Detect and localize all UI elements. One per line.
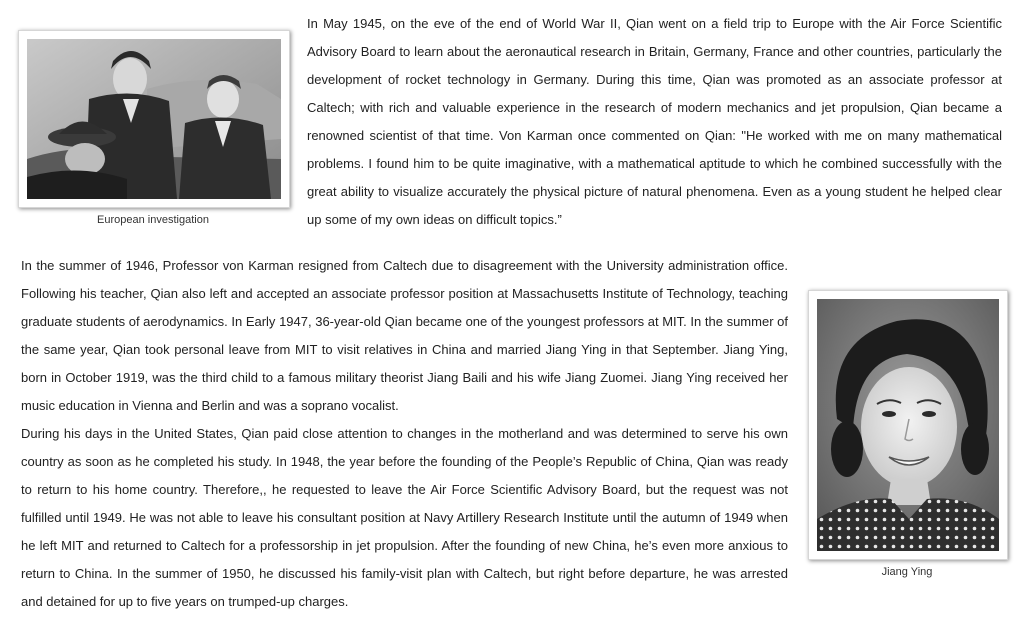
paragraph-return-attempt: During his days in the United States, Qian paid close attention to changes in the motherland and was determined to serve his own country as soon as he completed his study. In 1948, the year before the founding of the People’s Republic of China, Qian was ready to return to his home country. Therefore,, he requested to leave the Air Force Scientific Advisory Board, but the request was not fulfilled until 1949. He was not able to leave his consultant position at Navy Artillery Research Institute until the autumn of 1949 when he left MIT and returned to Caltech for a professorship in jet propulsion. After the founding of new China, he’s even more anxious to return to China. In the summer of 1950, he discussed his family-visit plan with Caltech, but right before departure, he was arrested and detained for up to five years on trumped-up charges.: [21, 426, 788, 609]
european-investigation-photo: [27, 39, 281, 199]
jiang-ying-caption: Jiang Ying: [881, 566, 933, 578]
paragraph-mit-marriage: In the summer of 1946, Professor von Karman resigned from Caltech due to disagreement with the University administration office. Following his teacher, Qian also left and accepted an associate professor position at Massachusetts Institute of Technology, teaching graduate students of aerodynamics. In Early 1947, 36-year-old Qian became one of the youngest professors at MIT. In the summer of the same year, Qian took personal leave from MIT to visit relatives in China and married Jiang Ying in that September. Jiang Ying, born in October 1919, was the third child to a famous military theorist Jiang Baili and his wife Jiang Zuomei. Jiang Ying received her music education in Vienna and Berlin and was a soprano vocalist.: [21, 258, 788, 413]
paragraph-european-trip: In May 1945, on the eve of the end of World War II, Qian went on a field trip to Europe with the Air Force Scientific Advisory Board to learn about the aeronautical research in Britain, Germany, France and other countries, particularly the development of rocket technology in Germany. During this time, Qian was promoted as an associate professor at Caltech; with rich and valuable experience in the research of modern mechanics and jet propulsion, Qian became a renowned scientist of that time. Von Karman once commented on Qian: "He worked with me on many mathematical problems. I found him to be quite imaginative, with a mathematical aptitude to which he combined successfully with the great ability to visualize accurately the physical picture of natural phenomena. Even as a young student he helped clear up some of my own ideas on difficult topics.”: [307, 16, 1002, 227]
jiang-ying-photo: [817, 299, 999, 551]
two-men-photo-icon: [27, 39, 281, 199]
jiang-ying-photo-frame: [808, 290, 1008, 560]
woman-portrait-icon: [817, 299, 999, 551]
european-investigation-photo-frame: [18, 30, 290, 208]
european-investigation-caption: European investigation: [97, 214, 209, 226]
